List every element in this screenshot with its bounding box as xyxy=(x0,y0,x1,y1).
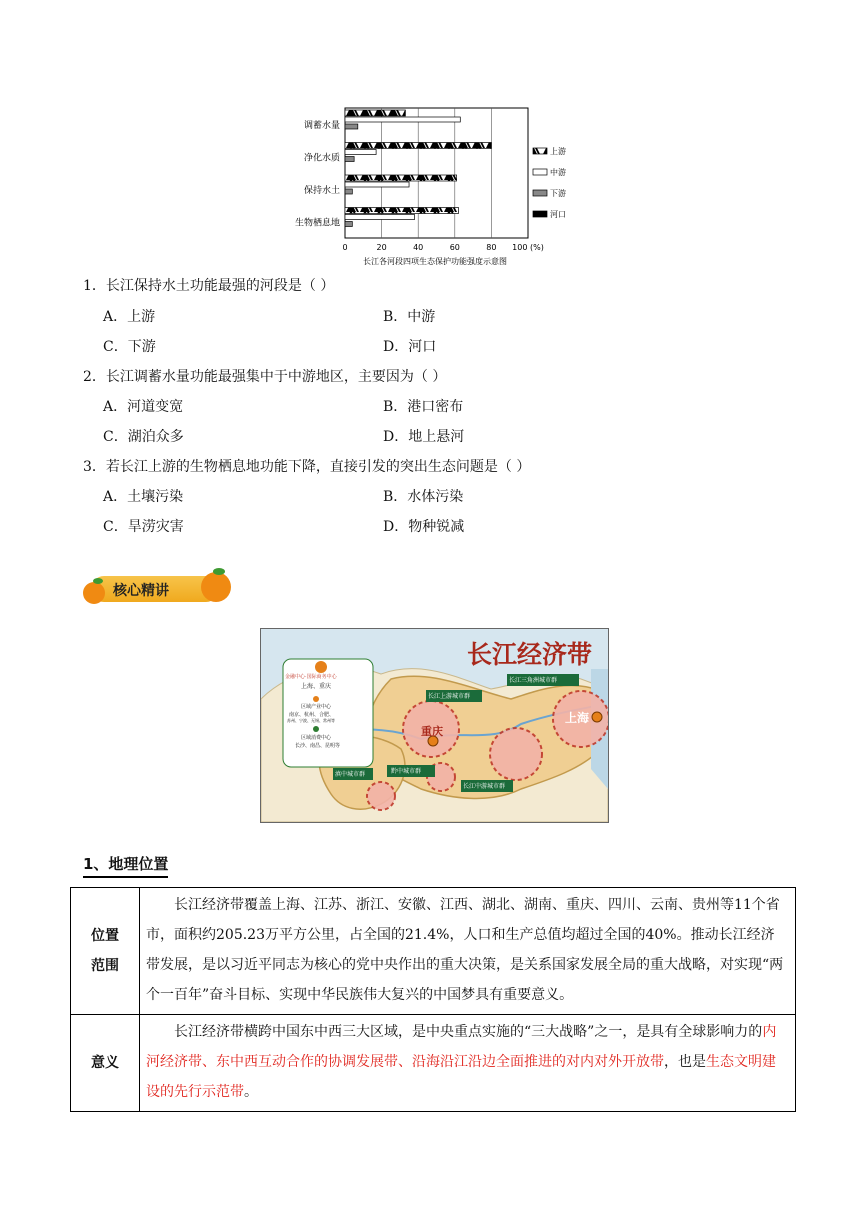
significance-highlight-2: 生态文明建设的先行示范带 xyxy=(146,1054,776,1100)
question-1: 1．长江保持水土功能最强的河段是（ ） xyxy=(83,278,335,294)
table-row xyxy=(71,1015,796,1112)
x-tick-label: 0 xyxy=(342,243,348,252)
bar-上游 xyxy=(345,110,405,116)
table-row xyxy=(71,888,796,1015)
leaf-icon xyxy=(213,568,225,575)
x-tick-label: 20 xyxy=(376,243,387,252)
section-underline xyxy=(83,876,168,878)
orange-icon xyxy=(83,582,105,604)
q1-option-b[interactable]: B．中游 xyxy=(383,309,436,325)
bar-上游 xyxy=(345,143,491,149)
section-title xyxy=(83,853,168,878)
question-2: 2．长江调蓄水量功能最强集中于中游地区，主要因为（ ） xyxy=(83,369,447,385)
legend-label: 河口 xyxy=(550,210,566,219)
row-content-significance xyxy=(140,1015,796,1112)
label-qianzhong: 黔中城市群 xyxy=(391,768,422,775)
x-tick-label: 40 xyxy=(413,243,424,252)
significance-text-c: 。 xyxy=(244,1084,258,1100)
legend-l2b: 南京、杭州、合肥、 xyxy=(289,712,335,718)
row-header-scope: 位置 范围 xyxy=(71,888,140,1015)
bar-下游 xyxy=(345,189,352,194)
label-delta-cluster: 长江三角洲城市群 xyxy=(509,677,558,684)
bar-上游 xyxy=(345,175,457,181)
category-label: 净化水质 xyxy=(303,153,340,164)
bar-下游 xyxy=(345,157,354,162)
core-lecture-banner xyxy=(83,568,225,608)
info-table xyxy=(70,887,796,1112)
legend-swatch xyxy=(533,148,547,154)
bar-中游 xyxy=(345,150,376,155)
significance-highlight-1: 内河经济带、东中西互动合作的协调发展带、沿海沿江沿边全面推进的对内对外开放带 xyxy=(146,1024,777,1070)
label-shanghai: 上海 xyxy=(565,711,590,725)
q3-option-d[interactable]: D．物种锐减 xyxy=(383,519,465,535)
q1-option-c[interactable]: C．下游 xyxy=(103,339,156,355)
legend-swatch xyxy=(533,211,547,217)
legend-swatch xyxy=(533,169,547,175)
label-mid-cluster: 长江中游城市群 xyxy=(463,783,506,790)
bar-上游 xyxy=(345,208,458,214)
bar-中游 xyxy=(345,117,460,122)
legend-l1: 金融中心·国际商务中心 xyxy=(285,674,337,680)
q1-option-d[interactable]: D．河口 xyxy=(383,339,437,355)
category-label: 调蓄水量 xyxy=(303,121,340,131)
q2-option-b[interactable]: B．港口密布 xyxy=(383,399,464,415)
q2-option-a[interactable]: A．河道变宽 xyxy=(103,399,184,415)
chart-svg xyxy=(290,100,600,270)
legend-l3: 区域消费中心 xyxy=(301,735,332,741)
label-dianzhong: 滇中城市群 xyxy=(335,771,366,778)
q1-option-a[interactable]: A．上游 xyxy=(103,309,156,325)
legend-label: 下游 xyxy=(550,189,566,198)
category-label: 生物栖息地 xyxy=(294,218,340,229)
x-tick-label: 80 xyxy=(486,243,497,252)
label-up-cluster: 长江上游城市群 xyxy=(428,693,471,700)
x-tick-label: 100 (%) xyxy=(512,243,544,252)
row-header-significance: 意义 xyxy=(71,1015,140,1112)
legend-l2: 区域产业中心 xyxy=(301,704,332,710)
label-chongqing: 重庆 xyxy=(421,725,443,738)
category-label: 保持水土 xyxy=(303,186,340,196)
yangtze-economic-belt-map xyxy=(260,628,609,823)
legend-swatch xyxy=(533,190,547,196)
bar-下游 xyxy=(345,124,358,129)
q3-option-a[interactable]: A．土壤污染 xyxy=(103,489,184,505)
bar-中游 xyxy=(345,182,409,187)
question-3: 3．若长江上游的生物栖息地功能下降，直接引发的突出生态问题是（ ） xyxy=(83,459,531,475)
legend-l1b: 上海、重庆 xyxy=(301,683,332,690)
map-title: 长江经济带 xyxy=(467,640,593,669)
orange-icon xyxy=(201,572,231,602)
x-tick-label: 60 xyxy=(449,243,460,252)
row-content-scope: 长江经济带覆盖上海、江苏、浙江、安徽、江西、湖北、湖南、重庆、四川、云南、贵州等11个省市，面积约205.23万平方公里，占全国的21.4%，人口和生产总值均超过全国的40%。推动长江经济带发展，是以习近平同志为核心的党中央作出的重大决策，是关系国家发展全局的重大战略，对实现“两个一百年”奋斗目标、实现中华民族伟大复兴的中国梦具有重要意义。 xyxy=(140,888,796,1015)
chart-caption: 长江各河段四项生态保护功能强度示意图 xyxy=(363,257,507,266)
legend-label: 中游 xyxy=(550,168,566,177)
legend-l3b: 长沙、南昌、昆明等 xyxy=(295,743,341,749)
q3-option-b[interactable]: B．水体污染 xyxy=(383,489,464,505)
significance-text-b: ，也是 xyxy=(664,1054,706,1070)
leaf-icon xyxy=(93,578,103,584)
legend-label: 上游 xyxy=(550,147,566,156)
bar-下游 xyxy=(345,222,352,227)
section-title-text: 1、地理位置 xyxy=(83,855,169,873)
q2-option-c[interactable]: C．湖泊众多 xyxy=(103,429,184,445)
legend-l2c: 苏州、宁波、无锡、常州等 xyxy=(287,718,335,723)
bar-中游 xyxy=(345,215,415,220)
banner-label: 核心精讲 xyxy=(113,583,169,599)
q2-option-d[interactable]: D．地上悬河 xyxy=(383,429,465,445)
q3-option-c[interactable]: C．旱涝灾害 xyxy=(103,519,184,535)
function-intensity-chart xyxy=(290,100,600,270)
significance-text-a: 长江经济带横跨中国东中西三大区域，是中央重点实施的“三大战略”之一，是具有全球影响力的 xyxy=(174,1024,763,1040)
